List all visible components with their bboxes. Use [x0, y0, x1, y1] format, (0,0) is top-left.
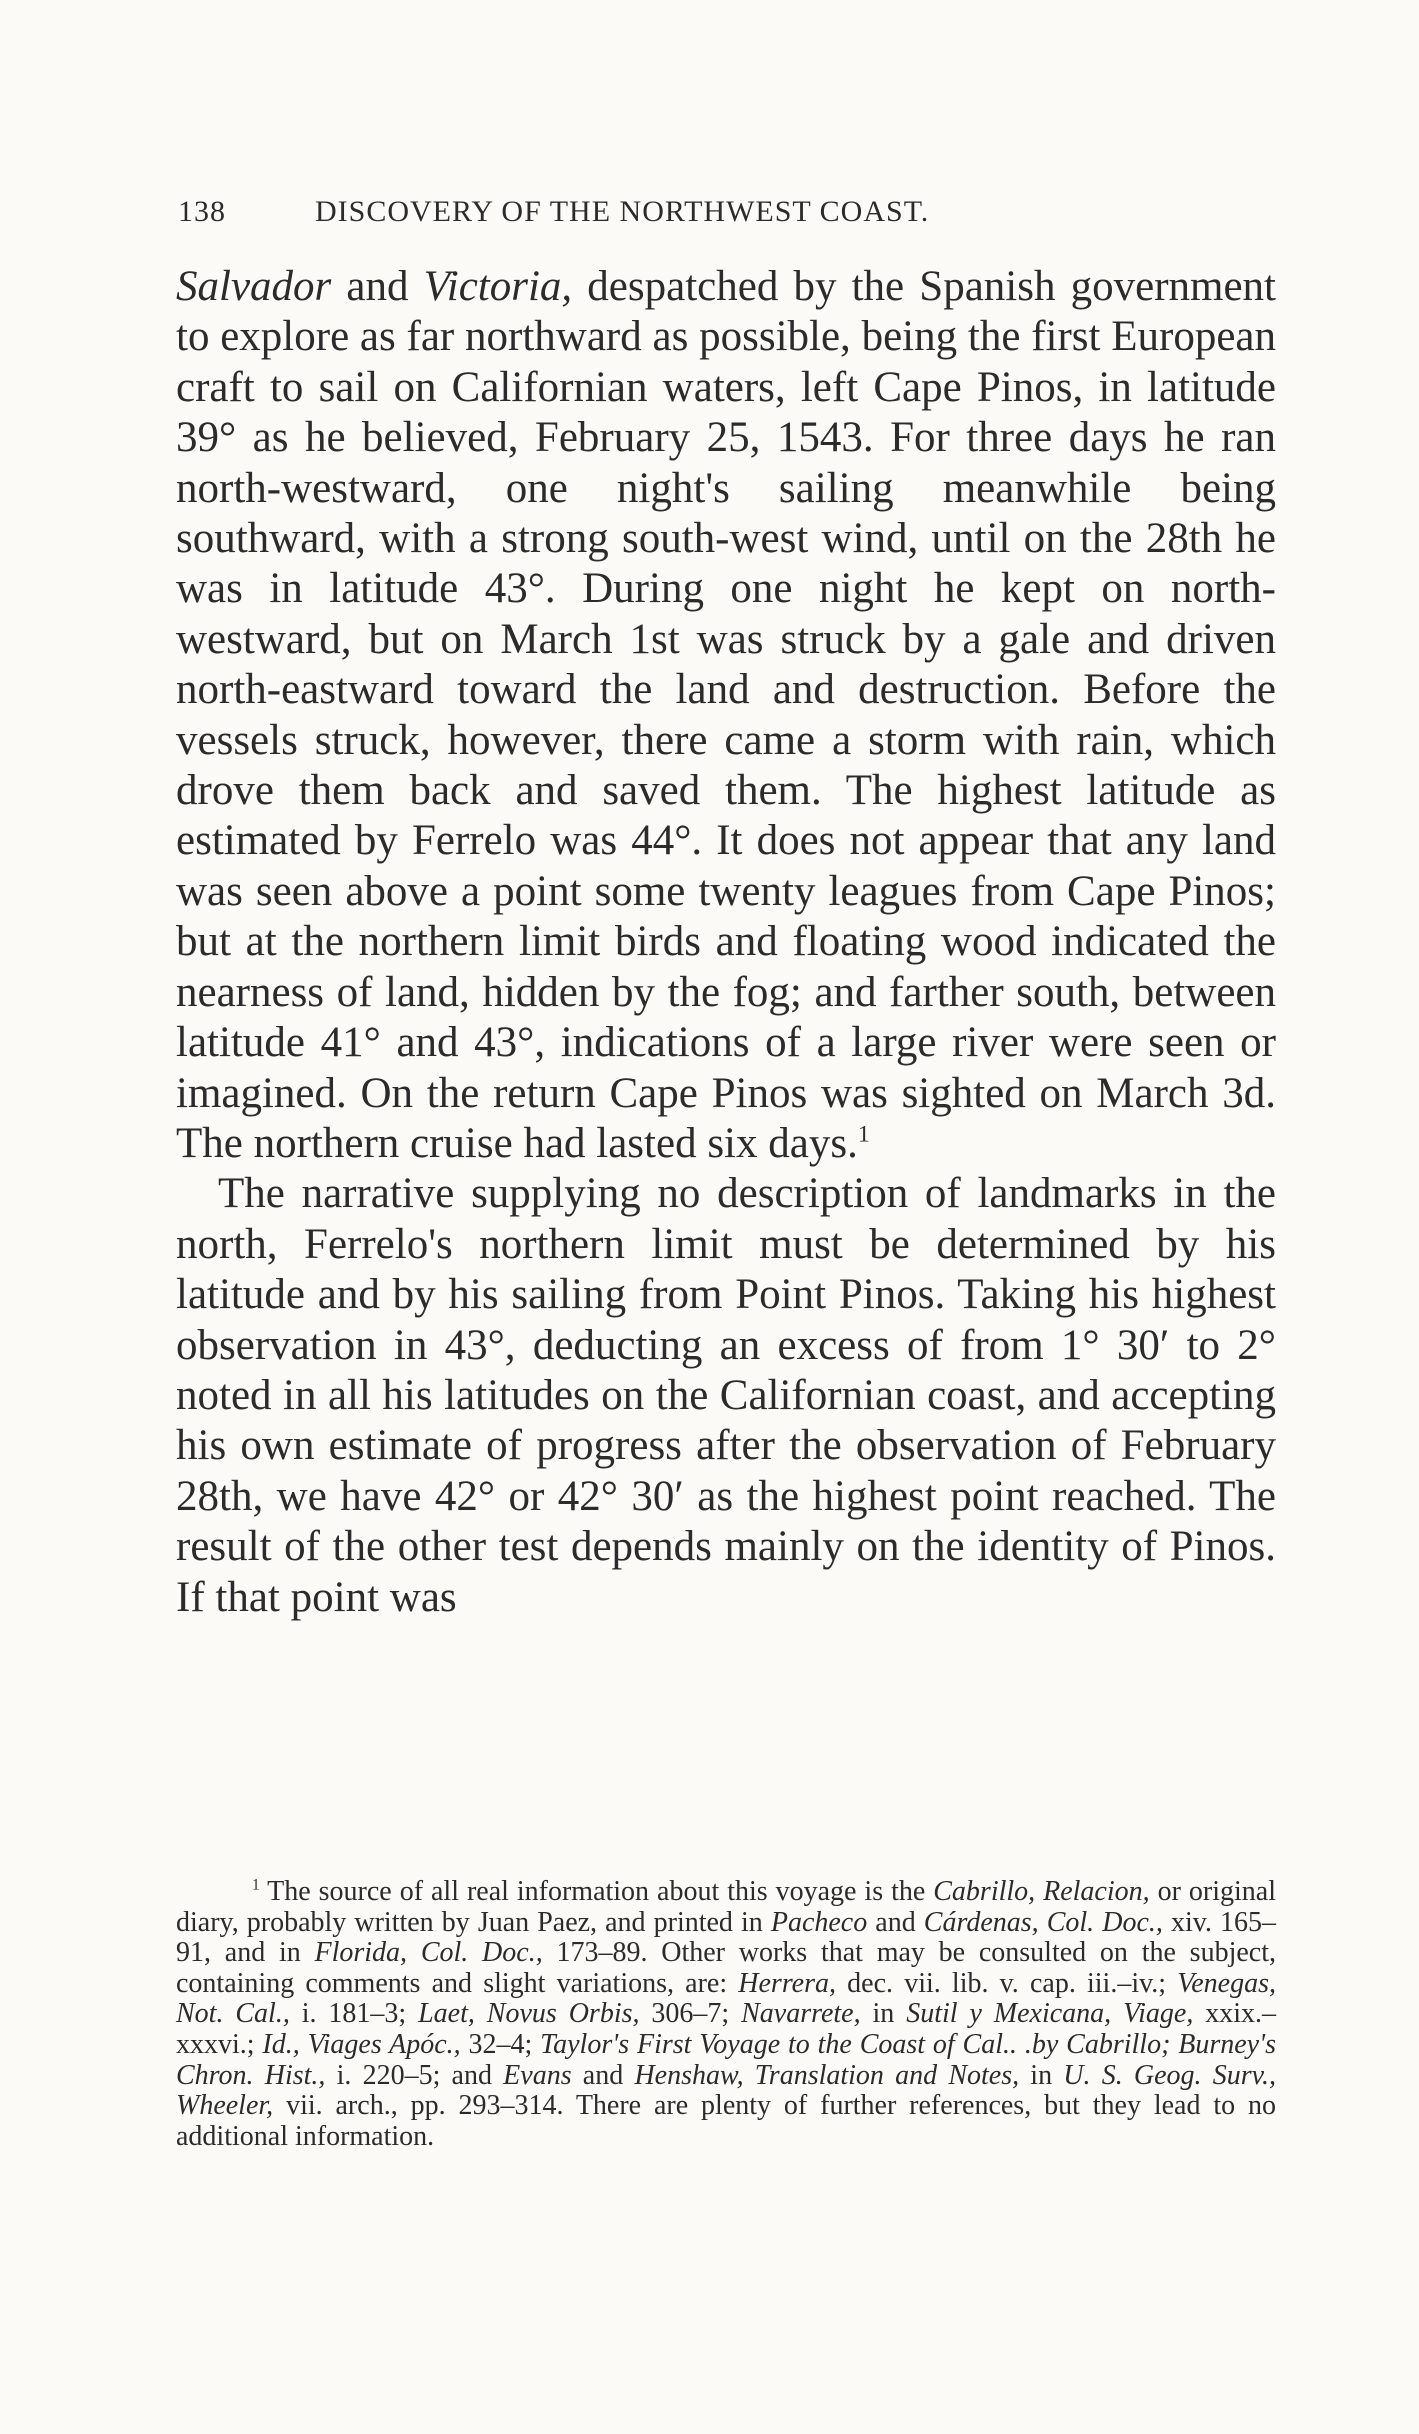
- paragraph-1-text: despatched by the Spanish government to explore as far northward as possible, being the first European craft to sail on Californian waters, left Cape Pinos, in latitude 39° as he believed, February 25, 1543. For three days he ran north-westward, one night's sailing meanwhile being southward, with a strong south-west wind, until on the 28th he was in latitude 43°. During one night he kept on north-westward, but on March 1st was struck by a gale and driven north-eastward toward the land and destruction. Before the vessels struck, however, there came a storm with rain, which drove them back and saved them. The highest latitude as estimated by Ferrelo was 44°. It does not appear that any land was seen above a point some twenty leagues from Cape Pinos; but at the northern limit birds and floating wood indicated the nearness of land, hidden by the fog; and farther south, between latitude 41° and 43°, indications of a large river were seen or imagined. On the return Cape Pinos was sighted on March 3d. The northern cruise had lasted six days.: [176, 263, 1277, 1167]
- paragraph-2: The narrative supplying no description of landmarks in the north, Ferrelo's northern limit must be determined by his latitude and by his sailing from Point Pinos. Taking his highest observation in 43°, deducting an excess of from 1° 30′ to 2° noted in all his latitudes on the Californian coast, and accepting his own estimate of progress after the observation of February 28th, we have 42° or 42° 30′ as the highest point reached. The result of the other test depends mainly on the identity of Pinos. If that point was: [176, 1170, 1276, 1621]
- ship-name-salvador: Salvador: [176, 263, 332, 310]
- footnote-marker: 1: [252, 1876, 260, 1894]
- footnote-reference: 1: [857, 1121, 870, 1148]
- paragraph-1: Salvador and Victoria, despatched by the Spanish government to explore as far northward as possible, being the first European craft to sail on Californian waters, left Cape Pinos, in latitude 39° as he believed, February 25, 1543. For three days he ran north-westward, one night's sailing meanwhile being southward, with a strong south-west wind, until on the 28th he was in latitude 43°. During one night he kept on north-westward, but on March 1st was struck by a gale and driven north-eastward toward the land and destruction. Before the vessels struck, however, there came a storm with rain, which drove them back and saved them. The highest latitude as estimated by Ferrelo was 44°. It does not appear that any land was seen above a point some twenty leagues from Cape Pinos; but at the northern limit birds and floating wood indicated the nearness of land, hidden by the fog; and farther south, between latitude 41° and 43°, indications of a large river were seen or imagined. On the return Cape Pinos was sighted on March 3d. The northern cruise had lasted six days.$^1$: [176, 263, 1277, 1167]
- footnote: [176, 1877, 1276, 2152]
- ship-name-victoria: Victoria,: [423, 263, 573, 310]
- running-title: DISCOVERY OF THE NORTHWEST COAST.: [315, 195, 930, 228]
- body-text: [176, 262, 1276, 1623]
- footnote-1: $^1$ The source of all real information about this voyage is the Cabrillo, Relacion, or original diary, probably written by Juan Paez, and printed in Pacheco and Cárdenas, Col. Doc., xiv. 165–91, and in Florida, Col. Doc., 173–89. Other works that may be consulted on the subject, containing comments and slight variations, are: Herrera, dec. vii. lib. v. cap. iii.–iv.; Venegas, Not. Cal., i. 181–3; Laet, Novus Orbis, 306–7; Navarrete, in Sutil y Mexicana, Viage, xxix.–xxxvi.; Id., Viages Apóc., 32–4; Taylor's First Voyage to the Coast of Cal.. .by Cabrillo; Burney's Chron. Hist., i. 220–5; and Evans and Henshaw, Translation and Notes, in U. S. Geog. Surv., Wheeler, vii. arch., pp. 293–314. There are plenty of further references, but they lead to no additional information.: [176, 1876, 1277, 2152]
- page-number: 138: [178, 195, 226, 228]
